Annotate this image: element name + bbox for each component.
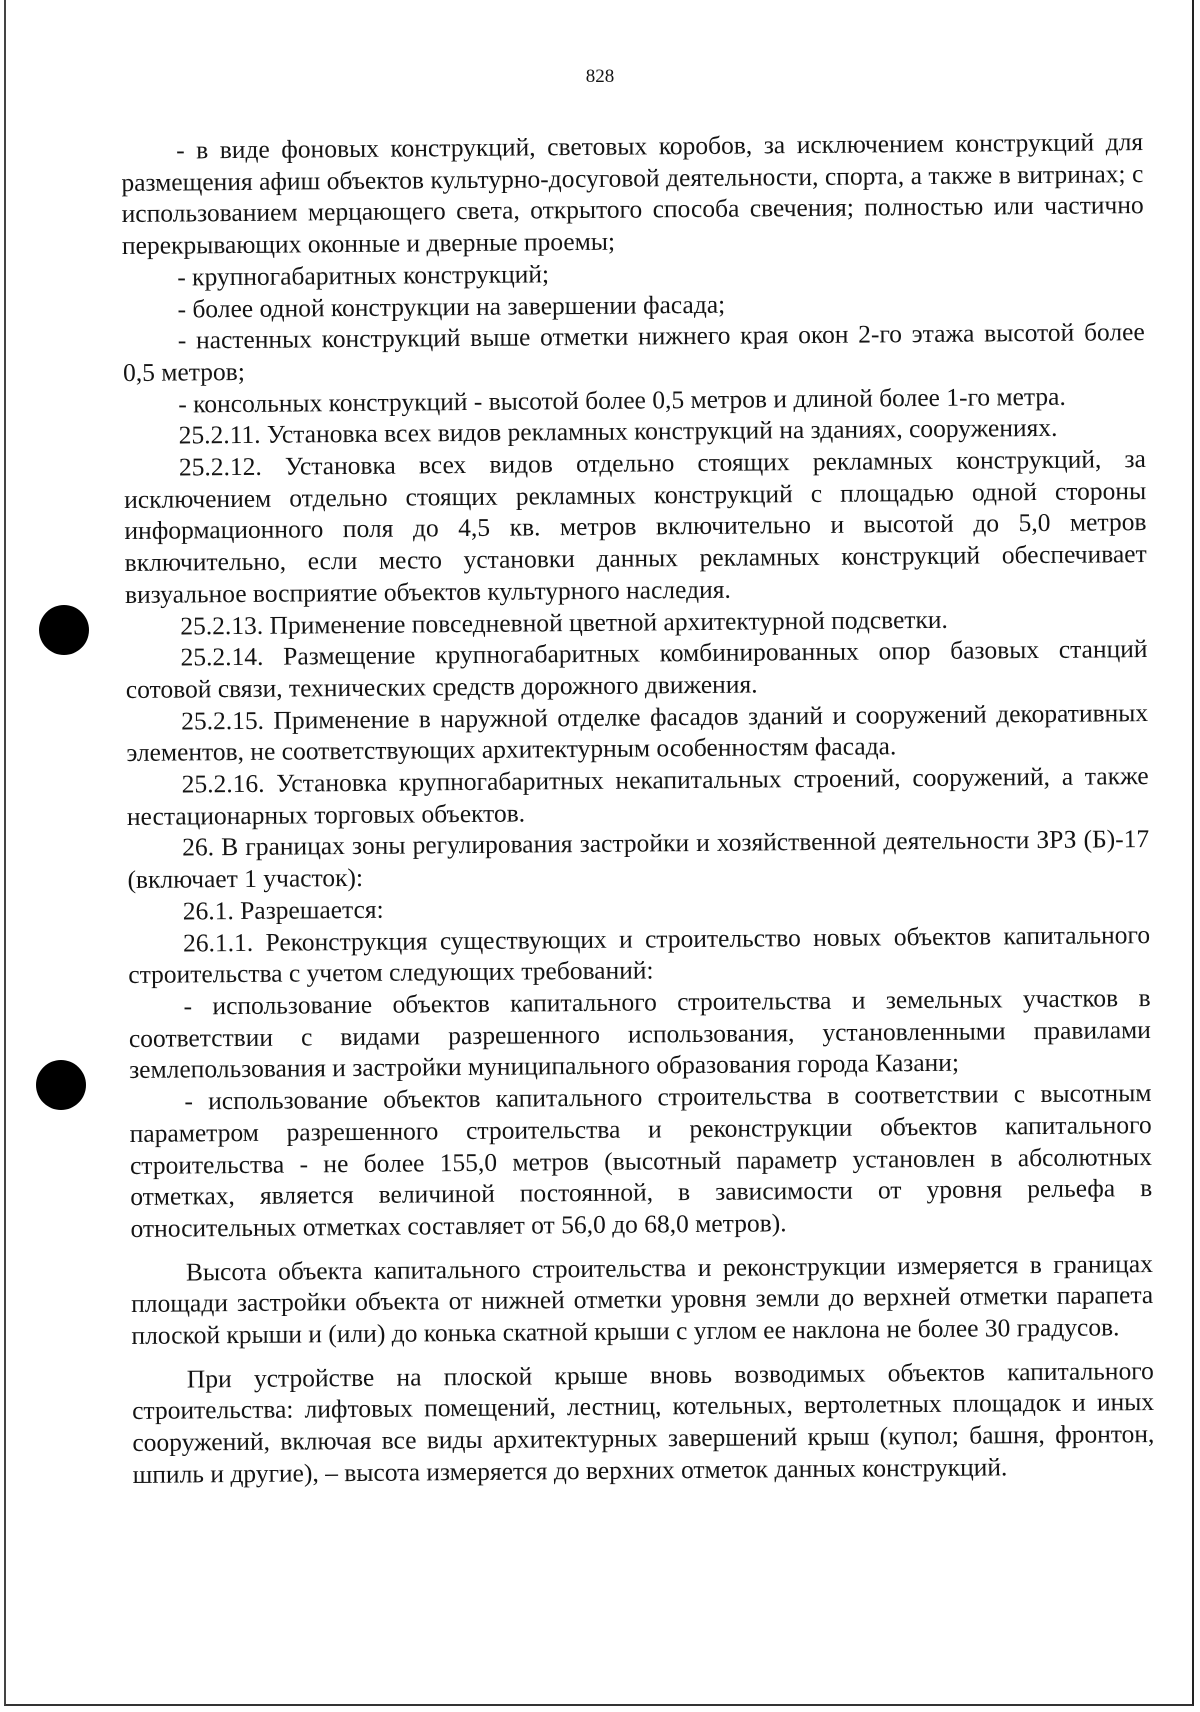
paragraph: - в виде фоновых конструкций, световых коробов, за исключением конструкций для размещения афиш объектов культурно-досуговой деятельности, спорта, а также в витринах; с использованием мерцающего света, открытого способа свечения; полностью или частично перекрывающих оконные и дверные проемы; [121, 127, 1144, 261]
paragraph: 25.2.15. Применение в наружной отделке фасадов зданий и сооружений декоративных элементов, не соответствующих архитектурным особенностям фасада. [126, 697, 1149, 768]
paragraph: - крупногабаритных конструкций; [177, 259, 550, 292]
punch-hole [36, 1060, 86, 1110]
paragraph: 25.2.14. Размещение крупногабаритных комбинированных опор базовых станций сотовой связи, технических средств дорожного движения. [125, 634, 1148, 704]
paragraph: Высота объекта капитального строительства и реконструкции измеряется в границах площади застройки объекта от нижней отметки уровня земли до верхней отметки парапета плоской крыши и (или) до конька скатной крыши с углом ее наклона не более 30 градусов. [131, 1248, 1154, 1350]
paragraph: 26.1.1. Реконструкция существующих и строительство новых объектов капитального строительства с учетом следующих требований: [128, 919, 1151, 990]
page-number: 828 [585, 66, 615, 87]
paragraph: 26. В границах зоны регулирования застройки и хозяйственной деятельности ЗРЗ (Б)-17 (включает 1 участок): [127, 824, 1150, 895]
punch-hole [39, 605, 89, 655]
paragraph: - использование объектов капитального строительства и земельных участков в соответствии с видами разрешенного использования, установленными правилами землепользования и застройки муниципального образования города Казани; [128, 983, 1151, 1085]
paragraph: 26.1. Разрешается: [182, 894, 384, 926]
paragraph: 25.2.16. Установка крупногабаритных некапитальных строений, сооружений, а также нестационарных торговых объектов. [126, 761, 1149, 831]
paragraph: 25.2.11. Установка всех видов рекламных конструкций на зданиях, сооружениях. [178, 413, 1058, 450]
paragraph: При устройстве на плоской крыше вновь возводимых объектов капитального строительства: лифтовых помещений, лестниц, котельных, вертолетных площадок и иных сооружений, включая все виды архитектурных завершений крыш (купол; башня, фронтон, шпиль и другие), – высота измеряется до верхних отметок данных конструкций. [132, 1355, 1155, 1489]
paragraph: - консольных конструкций - высотой более 0,5 метров и длиной более 1-го метра. [178, 381, 1066, 419]
paragraph: 25.2.13. Применение повседневной цветной архитектурной подсветки. [180, 604, 948, 641]
paragraph: 25.2.12. Установка всех видов отдельно стоящих рекламных конструкций, за исключением отдельно стоящих рекламных конструкций с площадью одной стороны информационного поля до 4,5 кв. метров включительно и высотой до 5,0 метров включительно, если место установки данных рекламных конструкций обеспечивает визуальное восприятие объектов культурного наследия. [124, 444, 1147, 609]
document-body [121, 126, 1155, 1490]
paragraph: - использование объектов капитального строительства в соответствии с высотным параметром разрешенного строительства и реконструкции объектов капитального строительства - не более 155,0 метров (высотный параметр установлен в абсолютных отметках, является величиной постоянной, в зависимости от уровня рельефа в относительных отметках составляет от 56,0 до 68,0 метров). [129, 1078, 1153, 1243]
paragraph: - более одной конструкции на завершении фасада; [177, 289, 726, 324]
paragraph: - настенных конструкций выше отметки нижнего края окон 2-го этажа высотой более 0,5 метров; [122, 317, 1145, 387]
